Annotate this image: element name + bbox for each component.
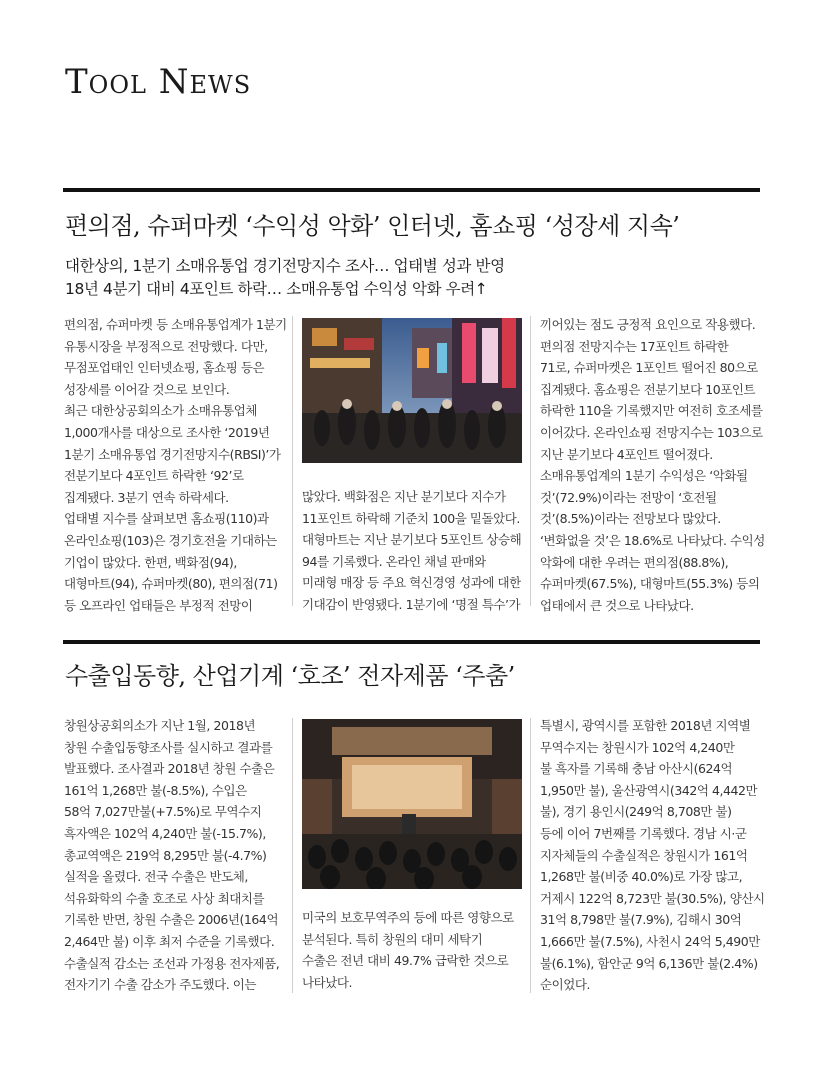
body-text-line: 악화에 대한 우려는 편의점(88.8%), [540,554,729,570]
body-text-line: 무점포업태인 인터넷쇼핑, 홈쇼핑 등은 [64,360,265,376]
body-text-line: 불 흑자를 기록해 충남 아산시(624억 [540,761,733,777]
body-text-line: 집계됐다. 홈쇼핑은 전분기보다 10포인트 [540,381,756,397]
body-text-line: 불(6.1%), 함안군 9억 6,136만 불(2.4%) [540,955,758,971]
body-text-line: 1,666만 불(7.5%), 사천시 24억 5,490만 [540,933,760,949]
body-text-line: 특별시, 광역시를 포함한 2018년 지역별 [540,718,751,733]
body-text-line: 31억 8,798만 불(7.9%), 김해시 30억 [540,912,742,928]
body-text-line: 거제시 122억 8,723만 불(30.5%), 양산시 [540,890,765,906]
body-text-line: 총교역액은 219억 8,295만 불(-4.7%) [64,847,267,863]
body-text-line: 업태에서 큰 것으로 나타났다. [540,597,694,613]
article-1-headline: 편의점, 슈퍼마켓 ‘수익성 악화’ 인터넷, 홈쇼핑 ‘성장세 지속’ [65,212,680,240]
body-text-line: 1,000개사를 대상으로 조사한 ‘2019년 [64,424,270,440]
body-text-line: 수출은 전년 대비 49.7% 급락한 것으로 [302,953,509,969]
body-text-line: 발표했다. 조사결과 2018년 창원 수출은 [64,761,275,777]
section-divider [63,640,760,644]
body-text-line: 기록한 반면, 창원 수출은 2006년(164억 [64,912,279,928]
body-text-line: 최근 대한상공회의소가 소매유통업체 [64,403,258,419]
body-text-line: 순이었다. [540,977,591,993]
article-2-column-3 [540,715,765,996]
body-text-line: 것’(8.5%)이라는 전망보다 많았다. [540,511,721,527]
body-text-line: 실적을 올렸다. 전국 수출은 반도체, [64,869,248,885]
column-divider [292,718,293,993]
body-text-line: 분석된다. 특히 창원의 대미 세탁기 [302,931,483,947]
body-text-line: 석유화학의 수출 호조로 사상 최대치를 [64,890,265,906]
body-text-line: 94를 기록했다. 온라인 채널 판매와 [302,553,486,569]
body-text-line: 이어갔다. 온라인쇼핑 전망지수는 103으로 [540,424,763,440]
column-divider [292,316,293,606]
body-text-line: 기업이 많았다. 한편, 백화점(94), [64,554,237,570]
body-text-line: 1,950만 불), 울산광역시(342억 4,442만 [540,782,758,798]
brand-title: Tool News [65,62,252,102]
body-text-line: 무역수지는 창원시가 102억 4,240만 [540,739,735,755]
article-1-subhead-line-2: 18년 4분기 대비 4포인트 하락… 소매유통업 수익성 악화 우려↑ [65,280,488,298]
article-1-column-1 [64,314,286,616]
body-text-line: 집계됐다. 3분기 연속 하락세다. [64,489,229,505]
article-1-column-2 [302,486,524,616]
body-text-line: 편의점 전망지수는 17포인트 하락한 [540,338,729,354]
body-text-line: 기대감이 반영됐다. 1분기에 ‘명절 특수’가 [302,596,521,612]
street-market-photo [302,318,522,463]
article-1-subhead-line-1: 대한상의, 1분기 소매유통업 경기전망지수 조사… 업태별 성과 반영 [65,257,505,275]
body-text-line: 하락한 110을 기록했지만 여전히 호조세를 [540,403,763,419]
article-2-column-2 [302,907,524,993]
body-text-line: 미래형 매장 등 주요 혁신경영 성과에 대한 [302,575,521,591]
body-text-line: 등 오프라인 업태들은 부정적 전망이 [64,597,253,613]
body-text-line: 1분기 소매유통업 경기전망지수(RBSI)’가 [64,446,281,462]
body-text-line: 대형마트(94), 슈퍼마켓(80), 편의점(71) [64,576,278,592]
column-divider [530,718,531,993]
body-text-line: 전자기기 수출 감소가 주도했다. 이는 [64,977,256,993]
body-text-line: 수출실적 감소는 조선과 가정용 전자제품, [64,955,280,971]
body-text-line: 대형마트는 지난 분기보다 5포인트 상승해 [302,532,522,548]
body-text-line: 미국의 보호무역주의 등에 따른 영향으로 [302,910,514,925]
body-text-line: 창원 수출입동향조사를 실시하고 결과를 [64,739,273,755]
body-text-line: 업태별 지수를 살펴보면 홈쇼핑(110)과 [64,511,269,527]
body-text-line: 58억 7,027만불(+7.5%)로 무역수지 [64,804,262,820]
body-text-line: 끼어있는 점도 긍정적 요인으로 작용했다. [540,317,756,332]
body-text-line: 등에 이어 7번째를 기록했다. 경남 시·군 [540,825,747,841]
column-divider [530,316,531,606]
section-divider [63,188,760,192]
body-text-line: 흑자액은 102억 4,240만 불(-15.7%), [64,825,266,841]
body-text-line: 성장세를 이어갈 것으로 보인다. [64,381,230,397]
body-text-line: 161억 1,268만 불(-8.5%), 수입은 [64,782,247,798]
article-2-headline: 수출입동향, 산업기계 ‘호조’ 전자제품 ‘주춤’ [65,662,515,690]
body-text-line: 전분기보다 4포인트 하락한 ‘92’로 [64,468,244,484]
body-text-line: 창원상공회의소가 지난 1월, 2018년 [64,718,256,733]
body-text-line: 나타났다. [302,974,353,990]
body-text-line: 온라인쇼핑(103)은 경기호전을 기대하는 [64,532,277,548]
article-1-column-3 [540,314,765,616]
body-text-line: 슈퍼마켓(67.5%), 대형마트(55.3%) 등의 [540,576,760,592]
body-text-line: 2,464만 불) 이후 최저 수준을 기록했다. [64,933,275,949]
conference-photo [302,719,522,889]
body-text-line: 지난 분기보다 4포인트 떨어졌다. [540,446,713,462]
body-text-line: 11포인트 하락해 기준치 100을 밑돌았다. [302,510,520,526]
body-text-line: 71로, 슈퍼마켓은 1포인트 떨어진 80으로 [540,360,758,376]
body-text-line: 불), 경기 용인시(249억 8,708만 불) [540,804,732,820]
body-text-line: 것’(72.9%)이라는 전망이 ‘호전될 [540,489,717,505]
body-text-line: 1,268만 불(비중 40.0%)로 가장 많고, [540,869,743,885]
body-text-line: 많았다. 백화점은 지난 분기보다 지수가 [302,489,506,504]
body-text-line: ‘변화없을 것’은 18.6%로 나타났다. 수익성 [540,532,765,548]
body-text-line: 유통시장을 부정적으로 전망했다. 다만, [64,338,268,354]
body-text-line: 편의점, 슈퍼마켓 등 소매유통업계가 1분기 [64,317,287,332]
body-text-line: 지자체들의 수출실적은 창원시가 161억 [540,847,748,863]
article-2-column-1 [64,715,286,996]
body-text-line: 소매유통업계의 1분기 수익성은 ‘악화될 [540,468,748,484]
